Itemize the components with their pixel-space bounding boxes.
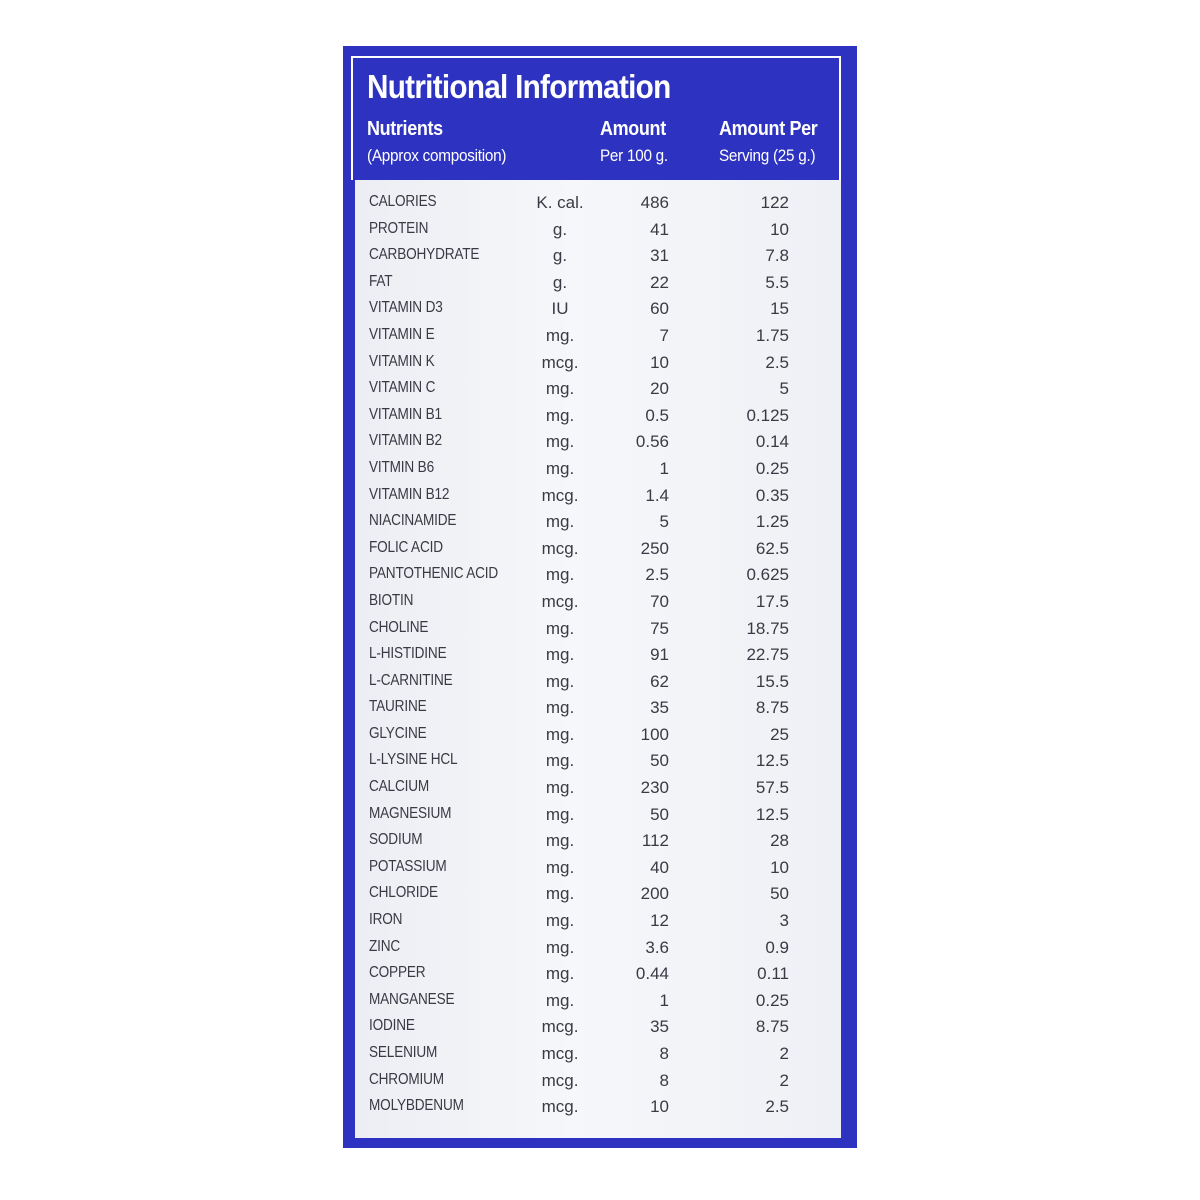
amount-per-100g: 70 [650, 591, 669, 611]
amount-per-serving: 0.35 [755, 485, 789, 505]
amount-per-serving: 2 [779, 1070, 789, 1090]
nutrient-name: VITAMIN B1 [369, 405, 442, 423]
nutrient-unit: mg. [545, 804, 575, 824]
table-row [355, 1041, 841, 1068]
nutrient-unit: mcg. [541, 538, 579, 558]
table-row [355, 217, 841, 244]
amount-per-100g: 0.44 [635, 964, 669, 984]
nutrient-unit: mg. [545, 618, 575, 638]
table-row [355, 403, 841, 430]
amount-per-100g: 20 [650, 379, 669, 399]
amount-per-serving: 0.11 [757, 964, 789, 984]
amount-heading: Amount [600, 118, 666, 140]
amount-per-serving: 0.625 [746, 565, 789, 585]
nutrient-name: MOLYBDENUM [369, 1097, 464, 1115]
table-row [355, 270, 841, 297]
nutrient-table [355, 180, 841, 1138]
amount-per-100g: 250 [640, 538, 669, 558]
nutrient-name: PROTEIN [369, 219, 429, 237]
nutrient-name: CALORIES [369, 193, 437, 210]
nutrient-unit: mg. [545, 831, 575, 851]
nutrient-unit: g. [552, 246, 568, 266]
nutrient-unit: mcg. [541, 1044, 579, 1063]
amount-per-serving: 0.25 [755, 990, 789, 1010]
table-row [355, 855, 841, 882]
amount-per-serving: 8.75 [755, 698, 789, 718]
table-row [355, 350, 841, 377]
amount-per-serving: 0.14 [755, 432, 789, 452]
amount-per-serving: 10 [770, 219, 789, 239]
nutrient-unit: mcg. [541, 1070, 579, 1090]
table-row [355, 536, 841, 563]
nutrient-unit: mg. [545, 405, 575, 425]
amount-per-serving: 28 [770, 831, 789, 851]
table-row [355, 669, 841, 696]
nutrient-unit: mg. [545, 751, 575, 771]
table-row [355, 190, 841, 217]
nutrient-unit: mg. [545, 884, 575, 904]
table-row [355, 243, 841, 270]
amount-per-100g: 12 [650, 911, 669, 931]
amount-per-100g: 10 [650, 1097, 669, 1117]
nutrient-name: MANGANESE [369, 990, 455, 1008]
amount-per-serving: 3 [779, 911, 789, 931]
nutrient-unit: mg. [545, 671, 575, 691]
nutrient-name: FOLIC ACID [369, 538, 443, 556]
amount-per-serving: 1.75 [755, 325, 789, 345]
amount-per-100g: 8 [659, 1070, 669, 1090]
nutrient-name: CARBOHYDRATE [369, 246, 480, 264]
amount-per-serving: 17.5 [755, 591, 789, 611]
nutrient-name: PANTOTHENIC ACID [369, 565, 499, 583]
nutrient-name: NIACINAMIDE [369, 512, 457, 530]
amount-per-100g: 31 [650, 246, 669, 266]
nutrient-unit: mg. [545, 990, 575, 1010]
nutrient-name: SELENIUM [369, 1044, 438, 1061]
nutrient-name: L-LYSINE HCL [369, 751, 458, 769]
nutrient-name: ZINC [369, 937, 401, 955]
nutrient-name: IRON [369, 911, 403, 929]
nutrient-unit: mg. [545, 724, 575, 744]
nutrient-name: L-CARNITINE [369, 671, 453, 689]
amount-per-serving: 0.9 [765, 937, 789, 957]
table-row [355, 616, 841, 643]
amount-per-100g: 35 [650, 1017, 669, 1037]
amount-per-serving: 0.125 [746, 405, 789, 425]
amount-per-100g: 486 [640, 193, 669, 212]
nutrient-unit: mg. [545, 964, 575, 984]
amount-per-100g: 7 [659, 325, 669, 345]
nutrient-unit: mg. [545, 911, 575, 931]
nutrient-unit: mg. [545, 645, 575, 665]
amount-per-100g: 1 [659, 458, 669, 478]
nutrient-unit: mg. [545, 432, 575, 452]
amount-per-100g: 1 [659, 990, 669, 1010]
amount-per-serving: 25 [770, 724, 789, 744]
amount-per-100g: 0.56 [635, 432, 669, 452]
table-row [355, 483, 841, 510]
amount-per-100g: 3.6 [645, 937, 669, 957]
table-row [355, 881, 841, 908]
amount-per-serving: 57.5 [755, 778, 789, 798]
amount-per-100g: 10 [650, 352, 669, 372]
table-row [355, 429, 841, 456]
nutrient-name: VITMIN B6 [369, 458, 434, 476]
table-row [355, 376, 841, 403]
amount-per-serving: 12.5 [755, 751, 789, 771]
nutrients-heading: Nutrients [367, 118, 443, 140]
amount-per-100g: 50 [650, 751, 669, 771]
nutrient-unit: mcg. [541, 1097, 579, 1117]
nutrient-unit: mg. [545, 379, 575, 399]
amount-per-serving: 12.5 [755, 804, 789, 824]
table-row [355, 775, 841, 802]
nutrient-name: L-HISTIDINE [369, 645, 447, 663]
amount-per-100g: 8 [659, 1044, 669, 1063]
table-row [355, 1068, 841, 1095]
amount-per-serving: 62.5 [755, 538, 789, 558]
amount-per-100g: 75 [650, 618, 669, 638]
nutrient-name: VITAMIN B2 [369, 432, 442, 450]
table-row [355, 1014, 841, 1041]
nutrient-unit: mcg. [541, 485, 579, 505]
nutrient-unit: mg. [545, 937, 575, 957]
table-row [355, 323, 841, 350]
nutrient-name: POTASSIUM [369, 857, 447, 875]
table-row [355, 456, 841, 483]
table-row [355, 1094, 841, 1121]
nutrition-label [343, 46, 857, 1148]
nutrient-name: CHOLINE [369, 618, 429, 636]
label-header [343, 46, 857, 180]
nutrient-unit: mcg. [541, 352, 579, 372]
nutrients-subheading: (Approx composition) [367, 146, 507, 165]
nutrient-unit: mg. [545, 458, 575, 478]
amount-per-serving: 0.25 [755, 458, 789, 478]
amount-per-serving: 2 [779, 1044, 789, 1063]
nutrient-name: GLYCINE [369, 724, 427, 742]
nutrient-unit: mg. [545, 565, 575, 585]
table-row [355, 961, 841, 988]
amount-per-serving: 122 [760, 193, 789, 212]
nutrient-unit: mg. [545, 512, 575, 532]
amount-per-100g: 112 [641, 831, 669, 851]
amount-per-serving: 5.5 [765, 272, 789, 292]
table-row [355, 509, 841, 536]
amount-per-serving: 7.8 [765, 246, 789, 266]
nutrient-unit: IU [551, 299, 569, 319]
nutrient-name: BIOTIN [369, 591, 414, 609]
amount-per-100g: 35 [650, 698, 669, 718]
amount-per-serving: 50 [770, 884, 789, 904]
amount-per-100g: 5 [659, 512, 669, 532]
nutrient-name: SODIUM [369, 831, 423, 849]
amount-per-serving: 5 [779, 379, 789, 399]
table-row [355, 935, 841, 962]
amount-per-100g: 60 [650, 299, 669, 319]
nutrient-rows [355, 190, 841, 1121]
amount-subheading: Per 100 g. [600, 146, 668, 165]
amount-per-serving: 10 [770, 857, 789, 877]
amount-per-serving: 1.25 [755, 512, 789, 532]
serving-heading: Amount Per [719, 118, 818, 140]
nutrient-unit: mg. [545, 698, 575, 718]
table-row [355, 589, 841, 616]
nutrient-name: TAURINE [369, 698, 427, 716]
amount-per-serving: 15 [770, 299, 789, 319]
amount-per-serving: 2.5 [765, 352, 789, 372]
nutrient-name: MAGNESIUM [369, 804, 452, 822]
nutrient-name: FAT [369, 272, 393, 290]
label-title: Nutritional Information [367, 68, 671, 105]
amount-per-100g: 100 [640, 724, 669, 744]
amount-per-100g: 40 [650, 857, 669, 877]
table-row [355, 748, 841, 775]
table-row [355, 642, 841, 669]
nutrient-unit: mg. [545, 778, 575, 798]
amount-per-serving: 18.75 [746, 618, 789, 638]
nutrient-name: COPPER [369, 964, 426, 982]
nutrient-unit: mcg. [541, 1017, 579, 1037]
nutrient-name: VITAMIN C [369, 379, 436, 397]
amount-per-100g: 50 [650, 804, 669, 824]
table-row [355, 562, 841, 589]
nutrient-name: CALCIUM [369, 778, 430, 796]
nutrient-name: VITAMIN E [369, 325, 435, 343]
nutrient-unit: K. cal. [536, 193, 584, 212]
amount-per-serving: 2.5 [765, 1097, 789, 1117]
nutrient-unit: g. [552, 219, 568, 239]
table-row [355, 828, 841, 855]
amount-per-100g: 22 [650, 272, 669, 292]
nutrient-name: IODINE [369, 1017, 415, 1035]
amount-per-100g: 200 [640, 884, 669, 904]
nutrient-name: VITAMIN D3 [369, 299, 443, 317]
amount-per-100g: 2.5 [645, 565, 669, 585]
amount-per-serving: 8.75 [755, 1017, 789, 1037]
table-row [355, 722, 841, 749]
nutrient-unit: mg. [545, 325, 575, 345]
table-row [355, 988, 841, 1015]
nutrient-name: CHROMIUM [369, 1070, 444, 1088]
serving-subheading: Serving (25 g.) [719, 146, 816, 165]
nutrient-name: CHLORIDE [369, 884, 438, 902]
nutrient-unit: g. [552, 272, 568, 292]
amount-per-serving: 15.5 [755, 671, 789, 691]
table-row [355, 695, 841, 722]
nutrient-unit: mg. [545, 857, 575, 877]
amount-per-100g: 0.5 [645, 405, 669, 425]
amount-per-serving: 22.75 [746, 645, 789, 665]
nutrient-name: VITAMIN K [369, 352, 435, 370]
amount-per-100g: 230 [640, 778, 669, 798]
nutrient-name: VITAMIN B12 [369, 485, 450, 503]
table-row [355, 802, 841, 829]
table-row [355, 908, 841, 935]
nutrient-unit: mcg. [541, 591, 579, 611]
amount-per-100g: 91 [650, 645, 669, 665]
amount-per-100g: 41 [650, 219, 669, 239]
amount-per-100g: 1.4 [645, 485, 669, 505]
amount-per-100g: 62 [650, 671, 669, 691]
table-row [355, 296, 841, 323]
